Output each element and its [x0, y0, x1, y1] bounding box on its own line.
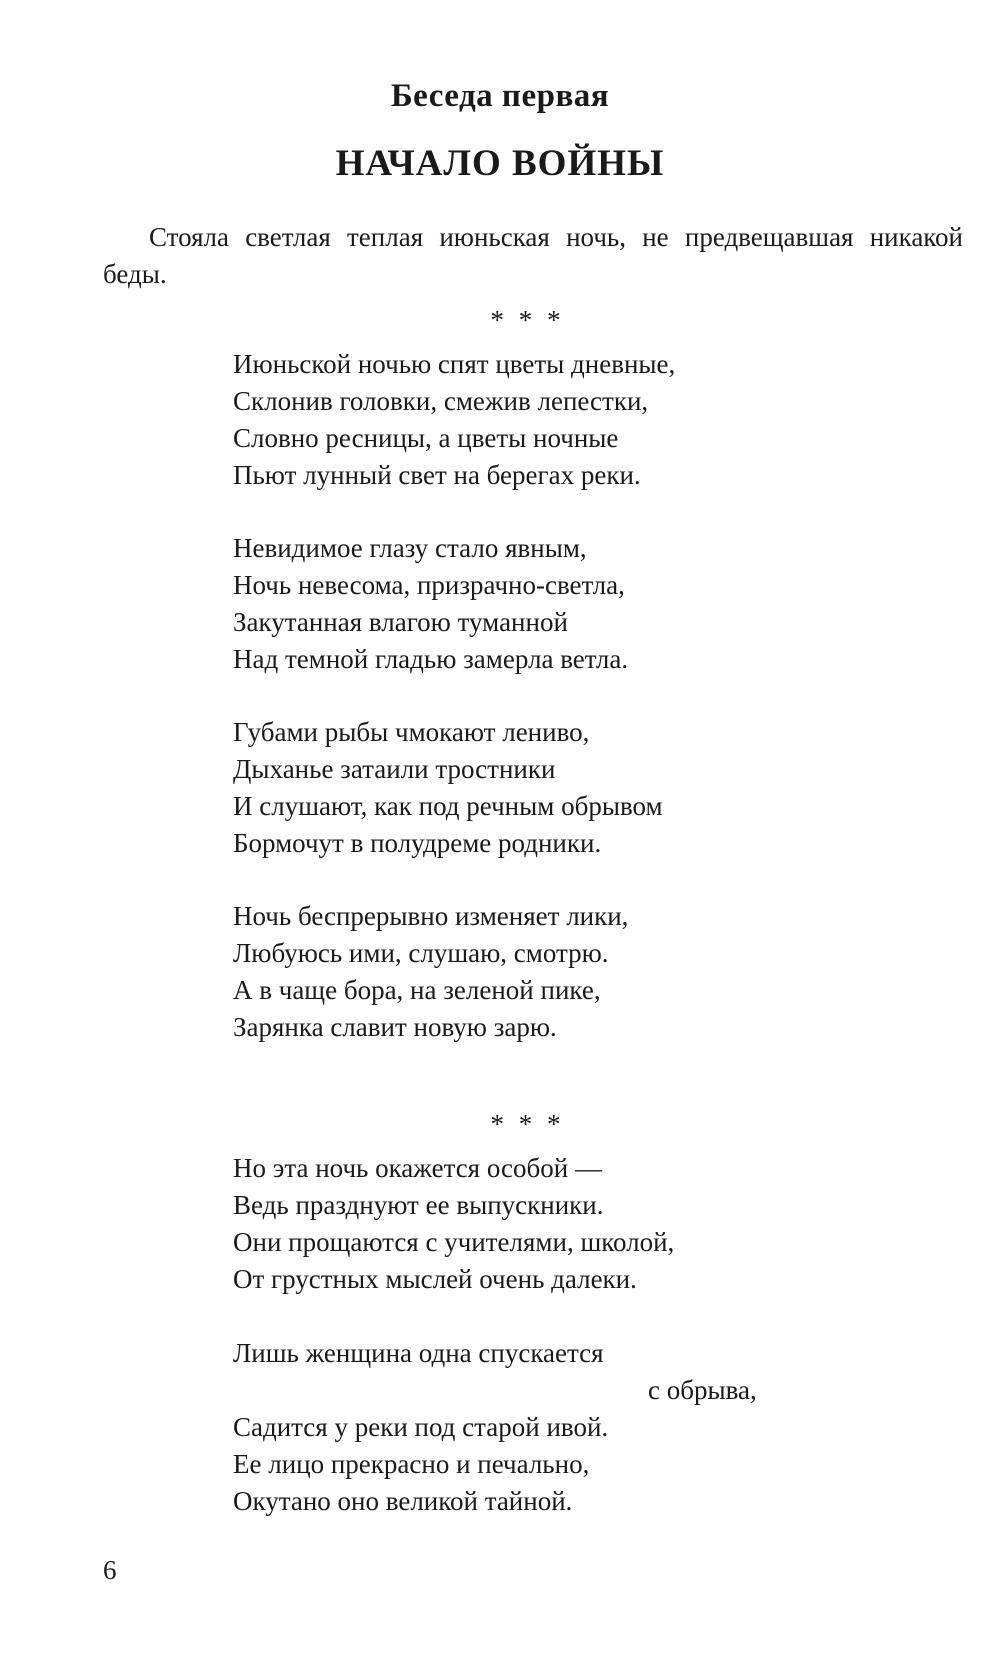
chapter-subtitle: Беседа первая	[390, 78, 610, 114]
poem-stanza-6	[233, 1335, 757, 1520]
poem-line: Июньской ночью спят цветы дневные,	[233, 349, 676, 379]
poem-line: А в чаще бора, на зеленой пике,	[233, 975, 601, 1005]
poem-line: И слушают, как под речным обрывом	[233, 791, 663, 821]
poem-line: Ведь празднуют ее выпускники.	[233, 1190, 604, 1220]
poem-line: Лишь женщина одна спускается	[233, 1338, 604, 1368]
poem-stanza-1	[233, 346, 675, 494]
poem-line: Окутано оно великой тайной.	[233, 1486, 573, 1516]
poem-line: Садится у реки под старой ивой.	[233, 1412, 609, 1442]
poem-line: Дыханье затаили тростники	[233, 754, 556, 784]
poem-line-continuation: с обрыва,	[648, 1375, 757, 1405]
poem-stanza-3	[233, 714, 663, 862]
poem-line: Они прощаются с учителями, школой,	[233, 1227, 675, 1257]
poem-line: Губами рыбы чмокают лениво,	[233, 717, 590, 747]
poem-line: Ночь беспрерывно изменяет лики,	[233, 901, 629, 931]
poem-stanza-2	[233, 530, 628, 678]
poem-line: Словно ресницы, а цветы ночные	[233, 423, 619, 453]
page-number: 6	[103, 1555, 117, 1585]
poem-line: Ее лицо прекрасно и печально,	[233, 1449, 590, 1479]
section-separator: * * *	[490, 305, 565, 335]
poem-line: Невидимое глазу стало явным,	[233, 533, 587, 563]
chapter-title: НАЧАЛО ВОЙНЫ	[335, 143, 665, 184]
poem-line: Зарянка славит новую зарю.	[233, 1012, 557, 1042]
poem-stanza-5	[233, 1150, 674, 1298]
poem-line: От грустных мыслей очень далеки.	[233, 1264, 637, 1294]
poem-line: Склонив головки, смежив лепестки,	[233, 386, 649, 416]
poem-line: Бормочут в полудреме родники.	[233, 828, 602, 858]
poem-line: Но эта ночь окажется особой —	[233, 1153, 602, 1183]
intro-paragraph: Стояла светлая теплая июньская ночь, не предвещавшая никакой беды.	[103, 222, 963, 289]
poem-line: Пьют лунный свет на берегах реки.	[233, 460, 641, 490]
poem-line: Любуюсь ими, слушаю, смотрю.	[233, 938, 609, 968]
poem-stanza-4	[233, 898, 628, 1046]
section-separator: * * *	[490, 1109, 565, 1139]
poem-line: Закутанная влагою туманной	[233, 607, 568, 637]
poem-line: Над темной гладью замерла ветла.	[233, 644, 629, 674]
poem-line: Ночь невесома, призрачно-светла,	[233, 570, 625, 600]
